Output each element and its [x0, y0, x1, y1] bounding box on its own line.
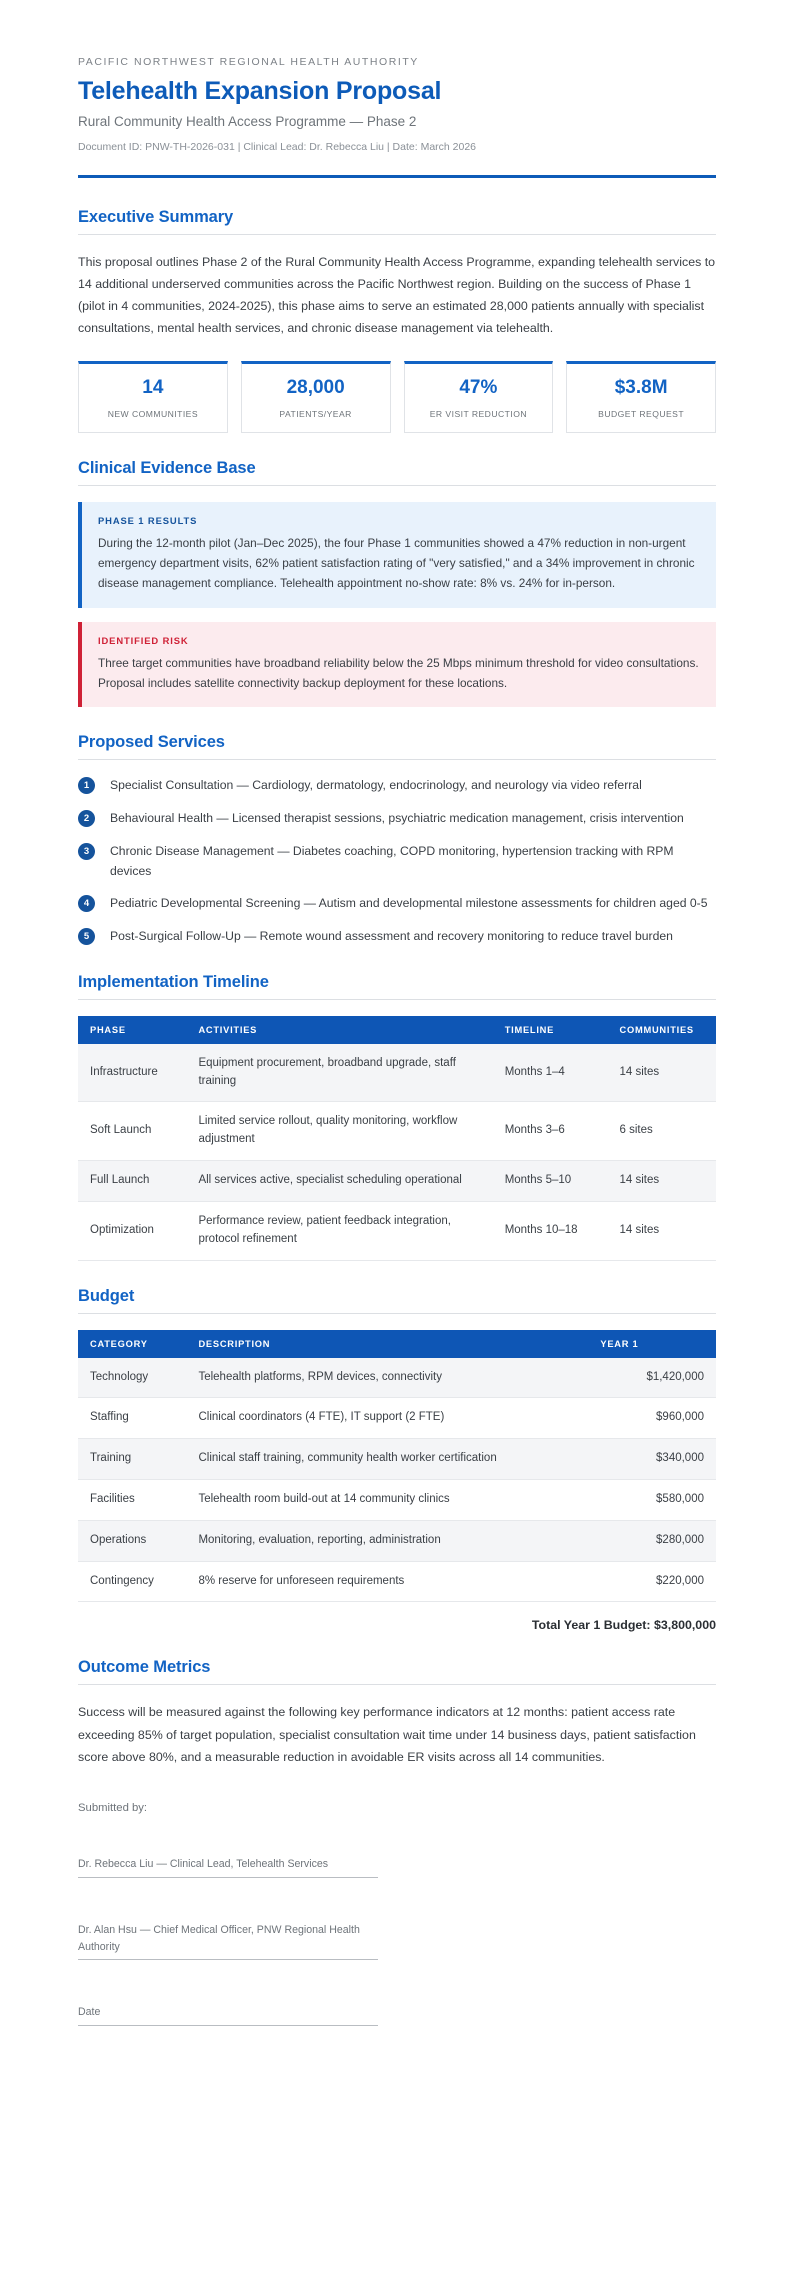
callout-label: IDENTIFIED RISK	[98, 634, 189, 646]
header-divider	[78, 175, 716, 178]
list-item-label: Post-Surgical Follow-Up — Remote wound assessment and recovery monitoring to reduce travel burden	[110, 929, 673, 944]
callout-phase-1-results	[78, 502, 716, 608]
column-header-year1: YEAR 1	[588, 1330, 716, 1358]
signature-line-clinical-lead: Dr. Rebecca Liu — Clinical Lead, Telehealth Services	[78, 1856, 378, 1878]
cell-category: Contingency	[78, 1561, 186, 1602]
section-divider	[78, 1313, 716, 1314]
stat-value: $3.8M	[614, 377, 668, 399]
section-executive-summary	[78, 208, 716, 433]
list-number-badge: 4	[78, 895, 95, 912]
section-divider	[78, 759, 716, 760]
cell-year1: $340,000	[588, 1439, 716, 1480]
column-header-category: CATEGORY	[78, 1330, 186, 1358]
signature-line-chief-medical-officer: Dr. Alan Hsu — Chief Medical Officer, PNW Regional Health Authority	[78, 1922, 378, 1961]
callout-identified-risk	[78, 622, 716, 708]
stat-label: PATIENTS/YEAR	[279, 408, 352, 419]
cell-communities: 6 sites	[608, 1102, 716, 1161]
cell-timeline: Months 10–18	[493, 1201, 608, 1260]
cell-communities: 14 sites	[608, 1161, 716, 1202]
list-item-label: Behavioural Health — Licensed therapist sessions, psychiatric medication management, crisis intervention	[110, 811, 684, 826]
cell-year1: $1,420,000	[588, 1358, 716, 1398]
section-divider	[78, 234, 716, 235]
page-subtitle: Rural Community Health Access Programme — Phase 2	[78, 113, 417, 129]
document-metadata: Document ID: PNW-TH-2026-031 | Clinical Lead: Dr. Rebecca Liu | Date: March 2026	[78, 140, 477, 153]
signature-line-date: Date	[78, 2004, 378, 2026]
callout-text: During the 12-month pilot (Jan–Dec 2025), the four Phase 1 communities showed a 47% reduction in non-urgent emergency department visits, 62% patient satisfaction rating of "very satisfied," and a 34% improvement in chronic disease management compliance. Telehealth appointment no-show rate: 8% vs. 24% for in-person.	[98, 535, 695, 591]
cell-year1: $580,000	[588, 1479, 716, 1520]
section-heading-outcome-metrics: Outcome Metrics	[78, 1658, 211, 1677]
table-row	[78, 1044, 716, 1102]
table-row	[78, 1561, 716, 1602]
list-item	[78, 927, 716, 947]
section-heading-clinical-evidence: Clinical Evidence Base	[78, 458, 256, 477]
callout-text: Three target communities have broadband reliability below the 25 Mbps minimum threshold for video consultations. Proposal includes satellite connectivity backup deployment for these locations.	[98, 655, 699, 690]
column-header-phase: PHASE	[78, 1016, 186, 1044]
list-number-badge: 2	[78, 810, 95, 827]
stat-label: BUDGET REQUEST	[598, 408, 685, 419]
table-row	[78, 1358, 716, 1398]
stat-value: 14	[142, 377, 164, 399]
table-header-row	[78, 1016, 716, 1044]
table-header	[78, 1330, 716, 1358]
section-heading-implementation-timeline: Implementation Timeline	[78, 972, 269, 991]
cell-category: Operations	[78, 1520, 186, 1561]
table-row	[78, 1398, 716, 1439]
section-divider	[78, 1684, 716, 1685]
stat-card	[78, 361, 228, 433]
list-number-badge: 5	[78, 928, 95, 945]
stat-label: NEW COMMUNITIES	[107, 408, 199, 419]
table-row	[78, 1102, 716, 1161]
table-row	[78, 1161, 716, 1202]
list-item	[78, 809, 716, 829]
table-body	[78, 1044, 716, 1260]
table-row	[78, 1479, 716, 1520]
list-item-label: Specialist Consultation — Cardiology, dermatology, endocrinology, and neurology via video referral	[110, 778, 642, 793]
table-header	[78, 1016, 716, 1044]
stat-label: ER VISIT REDUCTION	[429, 408, 527, 419]
outcome-metrics-paragraph: Success will be measured against the following key performance indicators at 12 months: patient access rate exceeding 85% of target population, specialist consultation wait time under 14 business days, patient satisfaction score above 80%, and a measurable reduction in avoidable ER visits across all 14 communities.	[78, 1705, 696, 1764]
cell-description: Telehealth platforms, RPM devices, connectivity	[186, 1358, 588, 1398]
cell-description: Clinical staff training, community health worker certification	[186, 1439, 588, 1480]
document-header	[78, 56, 716, 165]
column-header-activities: ACTIVITIES	[186, 1016, 492, 1044]
organisation-name: PACIFIC NORTHWEST REGIONAL HEALTH AUTHORITY	[78, 56, 419, 68]
executive-summary-paragraph: This proposal outlines Phase 2 of the Rural Community Health Access Programme, expanding telehealth services to 14 additional underserved communities across the Pacific Northwest region. Building on the success of Phase 1 (pilot in 4 communities, 2024-2025), this phase aims to serve an estimated 28,000 patients annually with specialist consultations, mental health services, and chronic disease management via telehealth.	[78, 254, 716, 335]
cell-activities: Limited service rollout, quality monitoring, workflow adjustment	[186, 1102, 492, 1161]
submitted-by-label: Submitted by:	[78, 1801, 148, 1814]
section-heading-proposed-services: Proposed Services	[78, 733, 225, 752]
list-item-label: Chronic Disease Management — Diabetes coaching, COPD monitoring, hypertension tracking with RPM devices	[110, 843, 674, 878]
callout-label: PHASE 1 RESULTS	[98, 514, 198, 526]
cell-phase: Full Launch	[78, 1161, 186, 1202]
section-implementation-timeline	[78, 973, 716, 1261]
cell-year1: $960,000	[588, 1398, 716, 1439]
section-divider	[78, 485, 716, 486]
cell-activities: All services active, specialist scheduling operational	[186, 1161, 492, 1202]
cell-phase: Optimization	[78, 1201, 186, 1260]
table-row	[78, 1520, 716, 1561]
cell-communities: 14 sites	[608, 1044, 716, 1102]
cell-description: Telehealth room build-out at 14 community clinics	[186, 1479, 588, 1520]
section-budget	[78, 1287, 716, 1633]
cell-category: Technology	[78, 1358, 186, 1398]
cell-category: Staffing	[78, 1398, 186, 1439]
implementation-timeline-table	[78, 1016, 716, 1261]
cell-activities: Equipment procurement, broadband upgrade, staff training	[186, 1044, 492, 1102]
stat-card	[566, 361, 716, 433]
proposed-services-list	[78, 776, 716, 947]
cell-phase: Soft Launch	[78, 1102, 186, 1161]
section-heading-executive-summary: Executive Summary	[78, 207, 234, 226]
table-body	[78, 1358, 716, 1602]
stat-card	[404, 361, 554, 433]
section-outcome-metrics	[78, 1658, 716, 1767]
column-header-communities: COMMUNITIES	[608, 1016, 716, 1044]
section-proposed-services	[78, 733, 716, 947]
column-header-timeline: TIMELINE	[493, 1016, 608, 1044]
cell-timeline: Months 5–10	[493, 1161, 608, 1202]
cell-year1: $280,000	[588, 1520, 716, 1561]
list-number-badge: 3	[78, 843, 95, 860]
list-item	[78, 776, 716, 796]
cell-communities: 14 sites	[608, 1201, 716, 1260]
section-heading-budget: Budget	[78, 1286, 135, 1305]
list-item-label: Pediatric Developmental Screening — Autism and developmental milestone assessments for children aged 0-5	[110, 896, 708, 911]
budget-total-label: Total Year 1 Budget: $3,800,000	[531, 1618, 716, 1633]
cell-year1: $220,000	[588, 1561, 716, 1602]
list-item	[78, 842, 716, 882]
cell-timeline: Months 3–6	[493, 1102, 608, 1161]
stat-value: 28,000	[286, 377, 345, 399]
table-header-row	[78, 1330, 716, 1358]
table-row	[78, 1439, 716, 1480]
signature-block	[78, 1802, 716, 2027]
list-number-badge: 1	[78, 777, 95, 794]
cell-timeline: Months 1–4	[493, 1044, 608, 1102]
section-clinical-evidence	[78, 459, 716, 707]
stat-value: 47%	[459, 377, 498, 399]
column-header-description: DESCRIPTION	[186, 1330, 588, 1358]
page-title: Telehealth Expansion Proposal	[78, 77, 442, 105]
cell-description: Monitoring, evaluation, reporting, administration	[186, 1520, 588, 1561]
cell-description: Clinical coordinators (4 FTE), IT support (2 FTE)	[186, 1398, 588, 1439]
budget-table	[78, 1330, 716, 1603]
cell-activities: Performance review, patient feedback integration, protocol refinement	[186, 1201, 492, 1260]
cell-category: Training	[78, 1439, 186, 1480]
stat-card-row	[78, 361, 716, 433]
table-row	[78, 1201, 716, 1260]
cell-phase: Infrastructure	[78, 1044, 186, 1102]
stat-card	[241, 361, 391, 433]
list-item	[78, 894, 716, 914]
section-divider	[78, 999, 716, 1000]
cell-description: 8% reserve for unforeseen requirements	[186, 1561, 588, 1602]
cell-category: Facilities	[78, 1479, 186, 1520]
